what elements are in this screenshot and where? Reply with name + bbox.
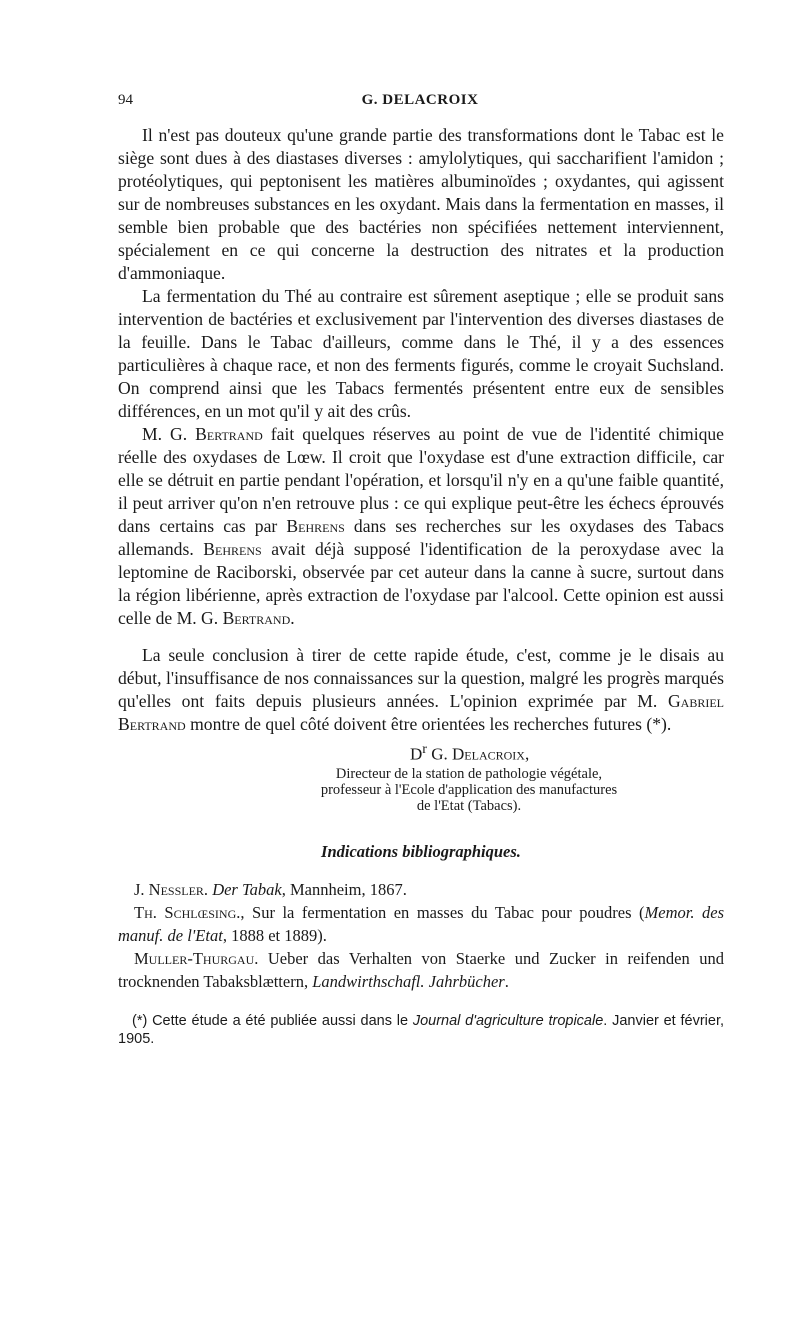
bibliography-list xyxy=(118,878,724,993)
signature-name xyxy=(118,738,724,766)
text-run: avait déjà supposé l'identification de la peroxydase avec la leptomine de Raciborski, observée par cet auteur dans la canne à sucre, surtout dans la région libérienne, après extraction de l'oxydase par l'alcool. Cette opinion est aussi celle de M. G. xyxy=(118,539,724,628)
signature-author: G. Delacroix, xyxy=(431,744,530,764)
author-name-gabriel-bertrand: Gabriel Bertrand xyxy=(118,691,724,734)
paragraph-the-fermentation: La fermentation du Thé au contraire est sûrement aseptique ; elle se produit sans intervention de bactéries et exclusivement par l'intervention des diverses diastases de la feuille. Dans le Tabac d'ailleurs, comme dans le Thé, il y a des essences particulières à chaque race, et non des ferments figurés, comme le croyait Suchsland. On comprend ainsi que les Tabacs fermentés présentent entre eux de sensibles différences, en un mot qu'il y ait des crûs. xyxy=(118,286,724,421)
footnote xyxy=(118,1012,724,1048)
footnote-run: (*) Cette étude a été publiée aussi dans le xyxy=(132,1012,413,1029)
bib-text: , Sur la fermentation en masses du Tabac pour poudres ( xyxy=(240,902,645,922)
main-text xyxy=(118,124,724,1048)
running-head xyxy=(118,92,722,112)
text-run: montre de quel côté doivent être orientées les recherches futures (*). xyxy=(185,714,672,734)
bib-rest: , 1888 et 1889). xyxy=(222,925,327,945)
footnote-text xyxy=(118,1012,724,1048)
text-run: La seule conclusion à tirer de cette rapide étude, c'est, comme je le disais au début, l'insuffisance de nos connaissances sur la question, malgré les progrès marqués qu'elles ont faits depuis plusieurs années. L'opinion exprimée par M. xyxy=(118,645,724,711)
paragraph-diastases: Il n'est pas douteux qu'une grande partie des transformations dont le Tabac est le siège sont dues à des diastases diverses : amylolytiques, qui saccharifient l'amidon ; protéolytiques, qui peptonisent les matières albuminoïdes ; oxydantes, qui agissent sur de nombreuses substances en les oxydant. Mais dans la fermentation en masses, il semble bien probable que des bactéries non spécifiées nettement interviennent, spécialement en ce qui concerne la destruction des nitrates et la production d'ammoniaque. xyxy=(118,125,724,283)
footnote-run: . Janvier et février, 1905. xyxy=(118,1012,724,1047)
text-run: dans ses recherches sur les oxydases des Tabacs allemands. xyxy=(118,516,724,559)
signature-dr: D xyxy=(410,744,423,764)
author-name-bertrand: Bertrand xyxy=(222,608,291,628)
running-head-author: G. DELACROIX xyxy=(361,92,479,108)
author-name-behrens: Behrens xyxy=(286,516,345,536)
bib-rest: . xyxy=(504,971,509,991)
bib-author: Th. Schlœsing. xyxy=(134,902,241,922)
bibliography-entry xyxy=(118,947,724,993)
bibliography-entry xyxy=(118,901,724,947)
signature-block xyxy=(118,738,724,814)
signature-title-line: de l'Etat (Tabacs). xyxy=(416,797,522,814)
bib-author: Muller-Thurgau. xyxy=(134,948,259,968)
signature-title-line: professeur à l'Ecole d'application des manufactures xyxy=(320,781,618,798)
paragraph-bertrand-reserves xyxy=(118,423,724,630)
signature-title-line: Directeur de la station de pathologie végétale, xyxy=(335,765,603,782)
paragraph-gap xyxy=(118,630,724,644)
bibliography-entry xyxy=(118,878,724,901)
paragraph-conclusion xyxy=(118,644,724,736)
footnote-journal: Journal d'agriculture tropicale xyxy=(412,1012,604,1029)
bib-rest: , Mannheim, 1867. xyxy=(281,879,407,899)
bib-author: J. Nessler. xyxy=(134,879,209,899)
bib-text: Ueber das Verhalten von Staerke und Zucker in reifenden und trocknenden Tabaksblættern, xyxy=(118,948,724,991)
author-name-bertrand: Bertrand xyxy=(195,424,263,444)
bibliography-heading: Indications bibliographiques. xyxy=(321,841,521,861)
author-name-behrens: Behrens xyxy=(203,539,262,559)
page-number: 94 xyxy=(118,92,133,108)
bib-title: Landwirthschafl. Jahrbücher xyxy=(312,971,505,991)
signature-dr-sup: r xyxy=(422,741,427,757)
text-run: M. G. xyxy=(142,424,196,444)
text-run: fait quelques réserves au point de vue de l'identité chimique réelle des oxydases de Lœw. Il croit que l'oxydase est d'une extraction difficile, car elle se détruit en partie pendant l'opération, et lorsqu'il n'y en a qu'une faible quantité, il peut arriver qu'on n'en retrouve plus : ce qui explique peut-être les échecs éprouvés dans certains cas par xyxy=(118,424,724,536)
bib-title: Der Tabak xyxy=(212,879,282,899)
bib-title: Memor. des manuf. de l'Etat xyxy=(118,902,725,945)
text-run: . xyxy=(290,608,295,628)
